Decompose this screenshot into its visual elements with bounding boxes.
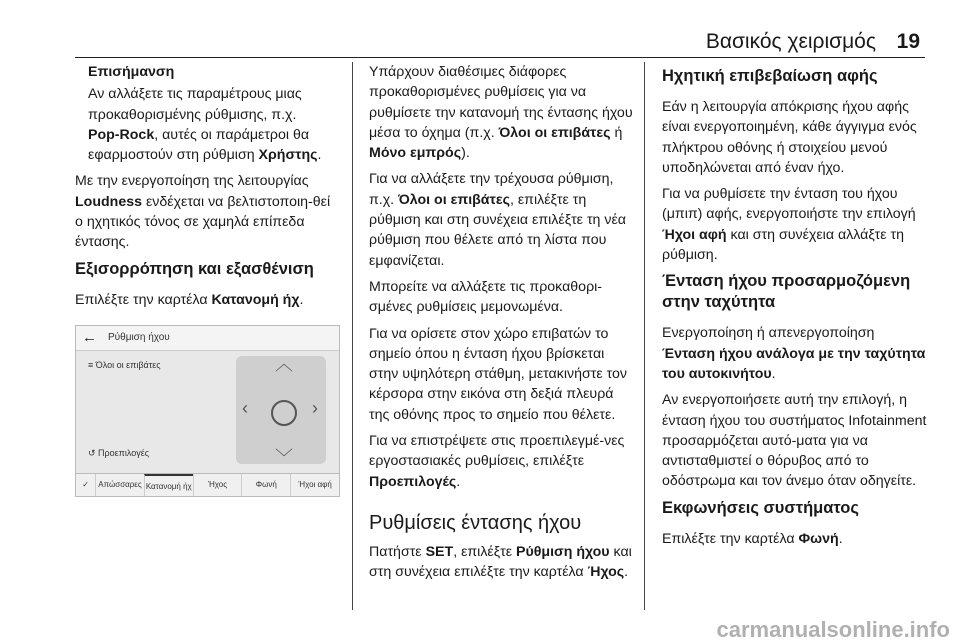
reset-option: ↺ Προεπιλογές <box>88 448 150 458</box>
punctuation: . <box>456 473 461 490</box>
preset-option-label: Όλοι οι επιβάτες <box>95 360 161 370</box>
punctuation: . <box>838 530 843 547</box>
menu-name: Ρύθμιση ήχου <box>516 543 610 560</box>
paragraph-text: Για να ρυθμίσετε την ένταση του ήχου (μπιπ) αφής, ενεργοποιήστε την επιλογή <box>662 186 916 223</box>
paragraph-text: και στη συνέχεια αλλάξτε τη ρύθμιση. <box>662 226 905 264</box>
paragraph-text: Για να επιστρέψετε στις προεπιλεγμέ-νες εργοστασιακές ρυθμίσεις, επιλέξτε <box>369 433 625 470</box>
punctuation: ). <box>461 145 470 162</box>
paragraph-text: Πατήστε <box>369 543 422 560</box>
paragraph-text: Εάν η λειτουργία απόκρισης ήχου αφής είναι ενεργοποιημένη, κάθε άγγιγμα ενός πλήκτρου οθόνης ή στοιχείου μενού υποδηλώνεται από έναν ήχο. <box>662 99 917 176</box>
function-name: Loudness <box>75 193 143 210</box>
paragraph-text: και στη συνέχεια επιλέξτε την καρτέλα <box>369 543 632 581</box>
heading-speed-volume: Ένταση ήχου προσαρμοζόμενη στην ταχύτητα <box>662 272 911 312</box>
chevron-up-icon: ︿ <box>275 354 293 374</box>
crosshair-icon <box>271 400 297 426</box>
paragraph-text: Υπάρχουν διαθέσιμες διάφορες προκαθορισμένες ρυθμίσεις για να ρυθμίσετε την κατανομή της έντασης ήχου μέσα το όχημα (π.χ. <box>369 64 633 141</box>
paragraph-text: Μπορείτε να αλλάξετε τις προκαθορι-σμένες ρυθμίσεις μεμονωμένα. <box>369 278 603 316</box>
screen-tab: Ήχος <box>193 474 242 496</box>
screen-title: Ρύθμιση ήχου <box>108 332 170 343</box>
punctuation: . <box>317 147 322 164</box>
sound-settings-screenshot <box>75 325 340 497</box>
column-divider <box>644 62 645 610</box>
preset-name: Χρήστης <box>258 147 318 164</box>
column-3 <box>662 62 930 555</box>
punctuation: . <box>624 564 629 581</box>
note-title: Επισήμανση <box>88 64 175 80</box>
option-name: Ένταση ήχου ανάλογα με την ταχύτητα του αυτοκινήτου <box>662 345 926 382</box>
paragraph-text: Αν ενεργοποιήσετε αυτή την επιλογή, η ένταση ήχου του συστήματος Infotainment προσαρμόζεται αυτό-ματα για να αντισταθμιστεί ο θόρυβος από το οδόστρωμα και τον άνεμο όταν οδηγείτε. <box>662 392 927 490</box>
screen-header <box>76 326 339 351</box>
punctuation: . <box>771 365 776 382</box>
heading-balance: Εξισορρόπηση και εξασθένιση <box>75 259 314 278</box>
page-number: 19 <box>896 30 920 53</box>
heading-system-announcements: Εκφωνήσεις συστήματος <box>662 498 859 517</box>
check-icon: ✓ <box>82 480 89 489</box>
option-name: Προεπιλογές <box>369 473 457 490</box>
note-text: , αυτές οι παράμετροι θα εφαρμοστούν στη ρύθμιση <box>88 126 310 164</box>
column-divider <box>352 62 353 610</box>
paragraph-text: ή <box>614 124 623 141</box>
option-name: Ήχοι αφή <box>662 226 727 243</box>
preset-name: Όλοι οι επιβάτες <box>498 124 611 141</box>
column-1 <box>75 62 340 316</box>
paragraph-text: Με την ενεργοποίηση της λειτουργίας <box>75 173 309 190</box>
section-title: Βασικός χειρισμός <box>705 30 876 53</box>
note-box <box>75 62 340 165</box>
column-2 <box>369 62 635 589</box>
note-text: Αν αλλάξετε τις παραμέτρους μιας προκαθορισμένης ρύθμισης, π.χ. <box>88 86 302 123</box>
header-divider <box>75 57 925 58</box>
tab-name: Φωνή <box>798 530 839 547</box>
paragraph-text: , επιλέξτε <box>453 543 513 560</box>
paragraph-text: Επιλέξτε την καρτέλα <box>75 291 208 308</box>
paragraph-text: Επιλέξτε την καρτέλα <box>662 530 795 547</box>
tab-name: Ήχος <box>587 564 625 581</box>
screen-tab: Φωνή <box>241 474 290 496</box>
back-arrow-icon: ← <box>82 329 97 346</box>
screen-tab-bar <box>76 473 339 496</box>
heading-touch-sound: Ηχητική επιβεβαίωση αφής <box>662 67 878 85</box>
paragraph-text: , επιλέξτε τη ρύθμιση και στη συνέχεια επιλέξτε τη νέα ρύθμιση που θέλετε από τη λίστα που εμφανίζεται. <box>369 191 627 269</box>
preset-name: Όλοι οι επιβάτες <box>398 191 510 208</box>
chevron-right-icon: › <box>312 398 318 418</box>
screen-tab: Κατανομή ήχ <box>144 474 193 496</box>
preset-name: Pop-Rock <box>88 126 155 143</box>
watermark: carmanualsonline.info <box>716 617 950 642</box>
tab-name: Κατανομή ήχ <box>211 291 300 308</box>
screen-tab: Απώσσαρες <box>95 474 144 496</box>
heading-volume-settings: Ρυθμίσεις έντασης ήχου <box>369 511 582 534</box>
reset-label: Προεπιλογές <box>98 448 150 458</box>
screen-tab: Ήχοι αφή <box>290 474 339 496</box>
punctuation: . <box>299 291 304 308</box>
chevron-left-icon: ‹ <box>242 398 248 418</box>
preset-option: ≡ Όλοι οι επιβάτες <box>88 360 161 370</box>
paragraph-text: ενδέχεται να βελτιστοποιη-θεί ο ηχητικός τόνος σε χαμηλά επίπεδα έντασης. <box>75 193 331 251</box>
preset-name: Μόνο εμπρός <box>369 145 462 162</box>
button-name: SET <box>425 543 454 560</box>
paragraph-text: Ενεργοποίηση ή απενεργοποίηση <box>662 325 875 342</box>
paragraph-text: Για να ορίσετε στον χώρο επιβατών το σημείο όπου η ένταση ήχου βρίσκεται στην υψηλότερη στάθμη, μετακινήστε τον κέρσορα στην εικόνα στη δεξιά πλευρά της οθόνης προς το σημείο που θέλετε. <box>369 325 627 423</box>
paragraph-text: Για να αλλάξετε την τρέχουσα ρύθμιση, π.χ. <box>369 171 614 208</box>
chevron-down-icon: ﹀ <box>275 448 293 468</box>
